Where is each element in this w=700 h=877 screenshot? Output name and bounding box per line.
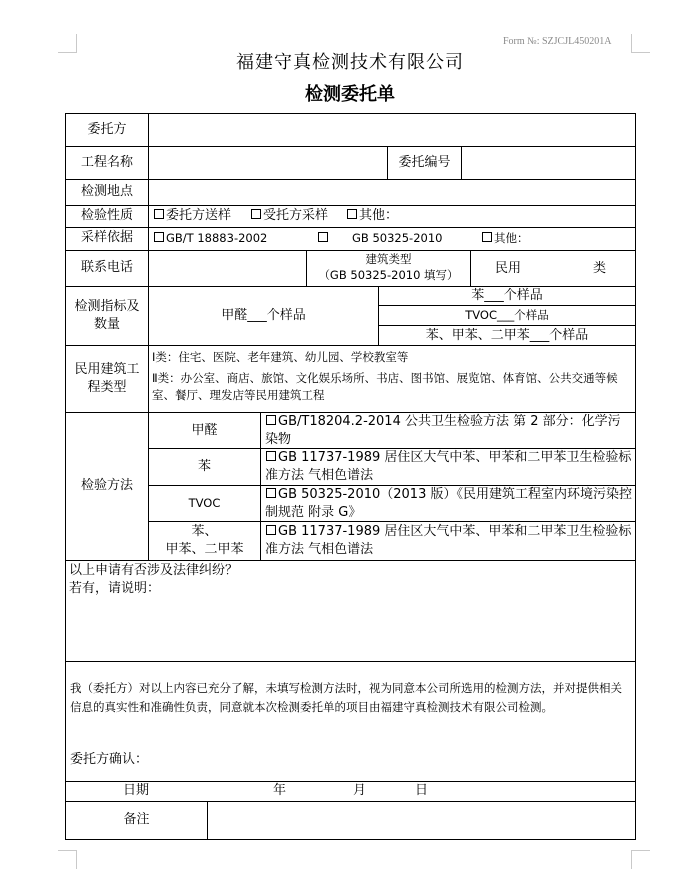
phone-field[interactable] [150,252,305,285]
basis-option-gbt18883[interactable]: GB/T 18883-2002 [153,231,267,246]
checkbox-icon[interactable] [482,232,492,242]
methods-label: 检验方法 [80,478,133,493]
commission-no-field[interactable] [463,148,634,178]
date-day[interactable]: 日 [415,783,429,798]
method-item-btx-cont: 甲苯、二甲苯 [165,542,244,557]
method-item-benzene: 苯 [197,459,211,474]
method-item-tvoc: TVOC [188,496,221,510]
remarks-label: 备注 [123,812,150,827]
civil-class-field[interactable] [528,254,588,282]
row-line [65,250,636,251]
location-field[interactable] [150,181,634,204]
row-line [65,560,636,561]
nature-option-client-delivery[interactable]: 委托方送样 [153,207,231,225]
location-label: 检测地点 [80,184,133,199]
building-type-standard-note: （GB 50325-2010 填写） [318,268,459,282]
indicators-label: 检测指标及 [74,299,140,314]
row-line [65,839,636,840]
class-i-description: Ⅰ类：住宅、医院、老年建筑、幼儿园、学校教室等 [152,350,409,364]
column-line [207,801,208,839]
document-title: 检测委托单 [305,84,395,105]
class-ii-description: Ⅱ类：办公室、商店、旅馆、文化娱乐场所、书店、图书馆、展览馆、体育馆、公共交通等候室、餐厅、理发店等民用建筑工程 [152,371,618,402]
method-option-tvoc[interactable]: GB 50325-2010（2013 版）《民用建筑工程室内环境污染控制规范 附录 G》 [265,487,632,520]
client-signature-field[interactable] [160,748,630,776]
basis-option-gb50325[interactable]: GB 50325-2010 [317,231,442,246]
commission-no-label: 委托编号 [398,155,451,170]
client-field[interactable] [150,115,634,145]
nature-option-contractor-sampling[interactable]: 受托方采样 [250,207,328,225]
method-item-btx: 苯、 [191,524,218,539]
project-name-field[interactable] [150,148,386,178]
class-text: 类 [593,261,607,276]
civil-type-label: 民用建筑工 [74,362,140,377]
row-line [65,205,636,206]
column-line [260,412,261,560]
date-month[interactable]: 月 [353,783,367,798]
checkbox-icon[interactable] [347,209,357,219]
date-year[interactable]: 年 [273,783,287,798]
nature-option-other[interactable]: 其他： [346,207,398,225]
benzene-sample-count[interactable]: 苯___个样品 [471,288,543,303]
building-type-label: 建筑类型 [365,252,412,266]
checkbox-icon[interactable] [266,451,276,461]
remarks-field[interactable] [209,803,634,838]
indicators-label-cont: 数量 [93,317,120,332]
row-line [65,113,636,114]
client-label: 委托方 [87,122,127,137]
checkbox-icon[interactable] [266,525,276,535]
client-statement: 我（委托方）对以上内容已充分了解，未填写检测方法时，视为同意本公司所选用的检测方法，并对提供相关信息的真实性和准确性负责，同意就本次检测委托单的项目由福建守真检测技术有限公司检测。 [70,681,622,714]
civil-building-text: 民用 [495,261,522,276]
project-name-label: 工程名称 [80,155,133,170]
row-line [378,305,636,306]
method-option-formaldehyde[interactable]: GB/T18204.2-2014 公共卫生检验方法 第 2 部分：化学污染物 [265,414,621,447]
dispute-explain-label: 若有，请说明： [69,581,161,596]
method-item-formaldehyde: 甲醛 [191,423,218,438]
date-label: 日期 [122,783,149,798]
tvoc-sample-count[interactable]: TVOC___个样品 [465,308,549,322]
formaldehyde-sample-count[interactable]: 甲醛___个样品 [221,308,306,323]
sampling-basis-label: 采样依据 [80,230,133,245]
civil-type-label-cont: 程类型 [87,380,127,395]
checkbox-icon[interactable] [318,232,328,242]
row-line [65,179,636,180]
dispute-question: 以上申请有否涉及法律纠纷？ [69,563,239,578]
column-line [470,250,471,286]
dispute-explanation-field[interactable] [67,600,634,658]
btx-sample-count[interactable]: 苯、甲苯、二甲苯___个样品 [425,328,589,343]
column-line [148,113,149,560]
row-line [65,661,636,662]
form-number: Form №: SZJCJL450201A [503,36,612,47]
column-line [461,146,462,179]
checkbox-icon[interactable] [154,209,164,219]
row-line [378,325,636,326]
checkbox-icon[interactable] [266,488,276,498]
row-line [65,146,636,147]
row-line [65,345,636,346]
company-name: 福建守真检测技术有限公司 [236,52,464,73]
row-line [65,801,636,802]
checkbox-icon[interactable] [251,209,261,219]
method-option-btx[interactable]: GB 11737-1989 居住区大气中苯、甲苯和二甲苯卫生检验标准方法 气相色谱法 [265,524,632,557]
phone-label: 联系电话 [80,260,133,275]
row-line [65,227,636,228]
client-confirm-label: 委托方确认： [70,752,149,767]
column-line [635,113,636,839]
method-option-benzene[interactable]: GB 11737-1989 居住区大气中苯、甲苯和二甲苯卫生检验标准方法 气相色谱法 [265,450,632,483]
checkbox-icon[interactable] [154,232,164,242]
checkbox-icon[interactable] [266,415,276,425]
basis-option-other[interactable]: 其他： [481,231,529,246]
inspection-nature-label: 检验性质 [80,208,133,223]
